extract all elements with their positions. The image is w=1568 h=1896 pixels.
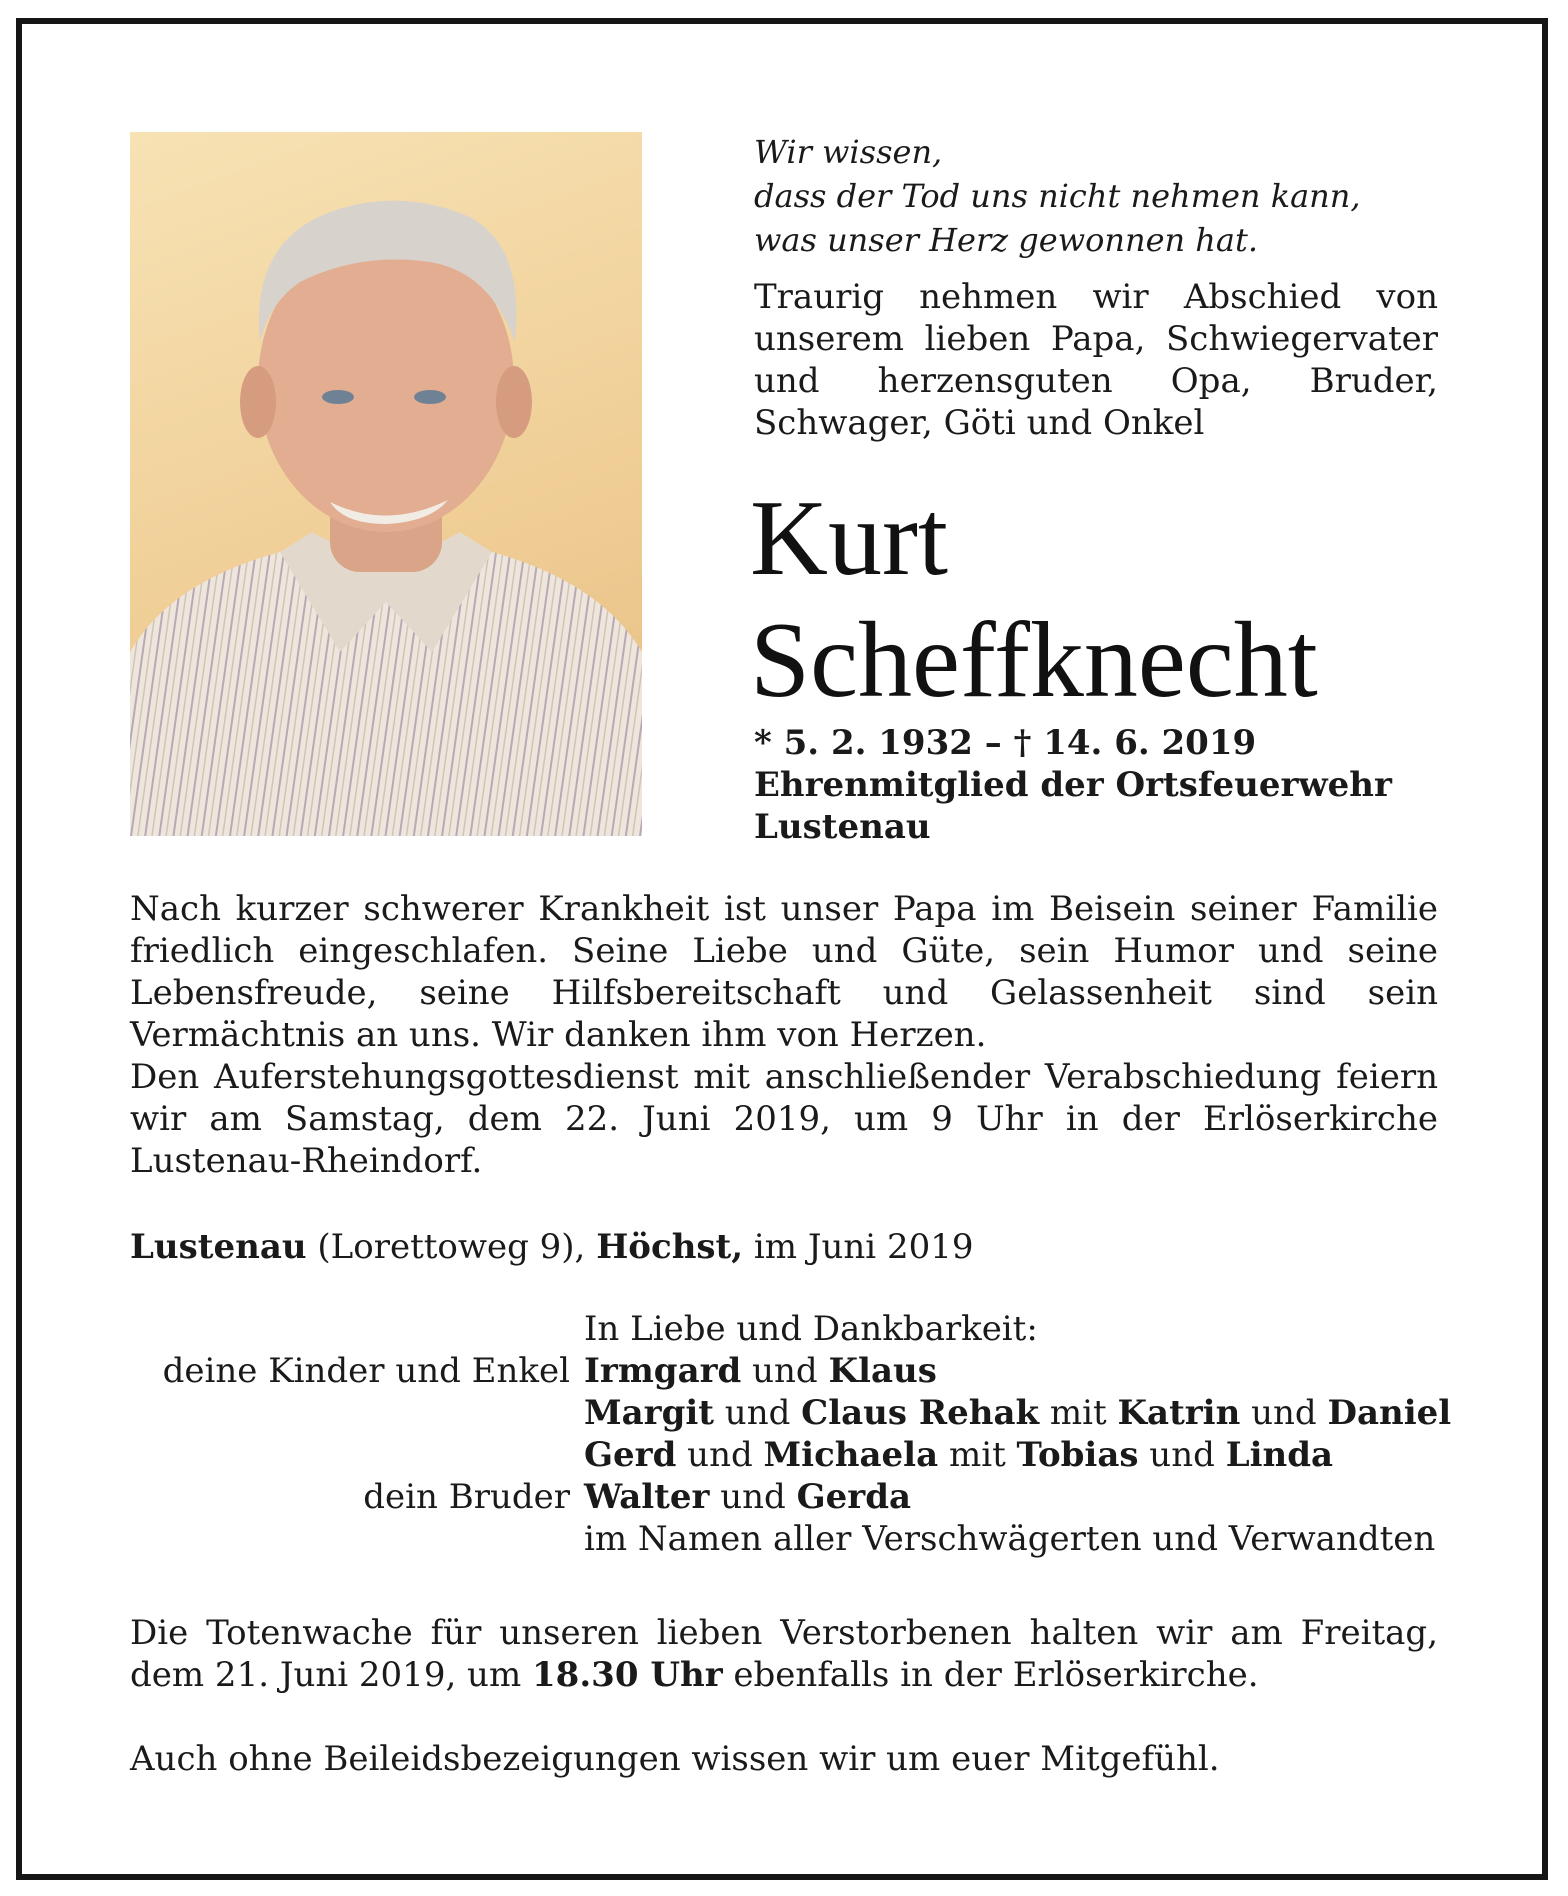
brother-label: dein Bruder	[363, 1477, 570, 1517]
and-word: und	[709, 1477, 797, 1517]
town-hoechst: Höchst,	[596, 1227, 744, 1267]
closing-line: Auch ohne Beileidsbezeigungen wissen wir um euer Mitgefühl.	[130, 1739, 1220, 1779]
with-word: mit	[938, 1435, 1017, 1475]
wake-time: 18.30 Uhr	[532, 1655, 723, 1695]
mourner-name: Michaela	[763, 1435, 939, 1475]
mourner-line	[584, 1434, 1333, 1476]
relatives-line: im Namen aller Verschwägerten und Verwandten	[584, 1519, 1436, 1559]
intro-text: Traurig nehmen wir Abschied von unserem lieben Papa, Schwiegervater und herzensguten Opa, Bruder, Schwager, Göti und Onkel	[754, 277, 1438, 443]
and-word: und	[1240, 1393, 1328, 1433]
honorary-title-town: Lustenau	[754, 807, 931, 847]
first-name: Kurt	[750, 479, 948, 598]
mourner-name: Tobias	[1016, 1435, 1139, 1475]
mourner-name: Gerd	[584, 1435, 677, 1475]
life-dates-block	[754, 722, 1474, 848]
honorary-title: Ehrenmitglied der Ortsfeuerwehr	[754, 765, 1392, 805]
mourner-name: Irmgard	[584, 1351, 742, 1391]
mourner-name: Linda	[1225, 1435, 1334, 1475]
town-lustenau: Lustenau	[130, 1227, 307, 1267]
mourner-name: Daniel	[1327, 1393, 1452, 1433]
signature-heading: In Liebe und Dankbarkeit:	[584, 1309, 1038, 1349]
wake-text-end: ebenfalls in der Erlöserkirche.	[722, 1655, 1259, 1695]
farewell-paragraph: Nach kurzer schwerer Krankheit ist unser Papa im Beisein seiner Familie friedlich eingeschlafen. Seine Liebe und Güte, sein Humor und seine Lebensfreude, seine Hilfsbereitschaft und Gelassenheit sind sein Vermächtnis an uns. Wir danken ihm von Herzen.	[130, 889, 1438, 1055]
mourner-line	[584, 1392, 1451, 1434]
mourner-name: Gerda	[796, 1477, 912, 1517]
wake-paragraph	[130, 1612, 1438, 1696]
wake-text: Die Totenwache für unseren lieben Verstorbenen halten wir am Freitag, dem 21. Juni 2019, um	[130, 1613, 1438, 1695]
date-text: im Juni 2019	[743, 1227, 974, 1267]
portrait-illustration	[130, 132, 642, 836]
quote-line: Wir wissen,	[754, 133, 943, 171]
mourner-line	[584, 1476, 911, 1518]
mourner-line	[584, 1350, 937, 1392]
mourner-name: Klaus	[828, 1351, 937, 1391]
mourner-name: Claus Rehak	[801, 1393, 1040, 1433]
children-label: deine Kinder und Enkel	[162, 1351, 570, 1391]
address: (Lorettoweg 9),	[306, 1227, 597, 1267]
mourner-name: Walter	[584, 1477, 710, 1517]
place-date-line	[130, 1226, 973, 1268]
quote-line: dass der Tod uns nicht nehmen kann,	[754, 177, 1361, 215]
last-name: Scheffknecht	[750, 601, 1318, 720]
and-word: und	[713, 1393, 802, 1433]
deceased-name	[750, 478, 1470, 722]
memorial-quote	[754, 130, 1454, 262]
mourner-name: Margit	[584, 1393, 714, 1433]
quote-line: was unser Herz gewonnen hat.	[754, 221, 1259, 259]
mourner-name: Katrin	[1117, 1393, 1241, 1433]
with-word: mit	[1039, 1393, 1118, 1433]
and-word: und	[676, 1435, 764, 1475]
and-word: und	[741, 1351, 829, 1391]
life-dates: * 5. 2. 1932 – † 14. 6. 2019	[754, 723, 1257, 763]
portrait-photo	[130, 132, 642, 836]
service-paragraph: Den Auferstehungsgottesdienst mit anschließender Verabschiedung feiern wir am Samstag, dem 22. Juni 2019, um 9 Uhr in der Erlöserkirche Lustenau-Rheindorf.	[130, 1057, 1438, 1181]
and-word: und	[1138, 1435, 1226, 1475]
